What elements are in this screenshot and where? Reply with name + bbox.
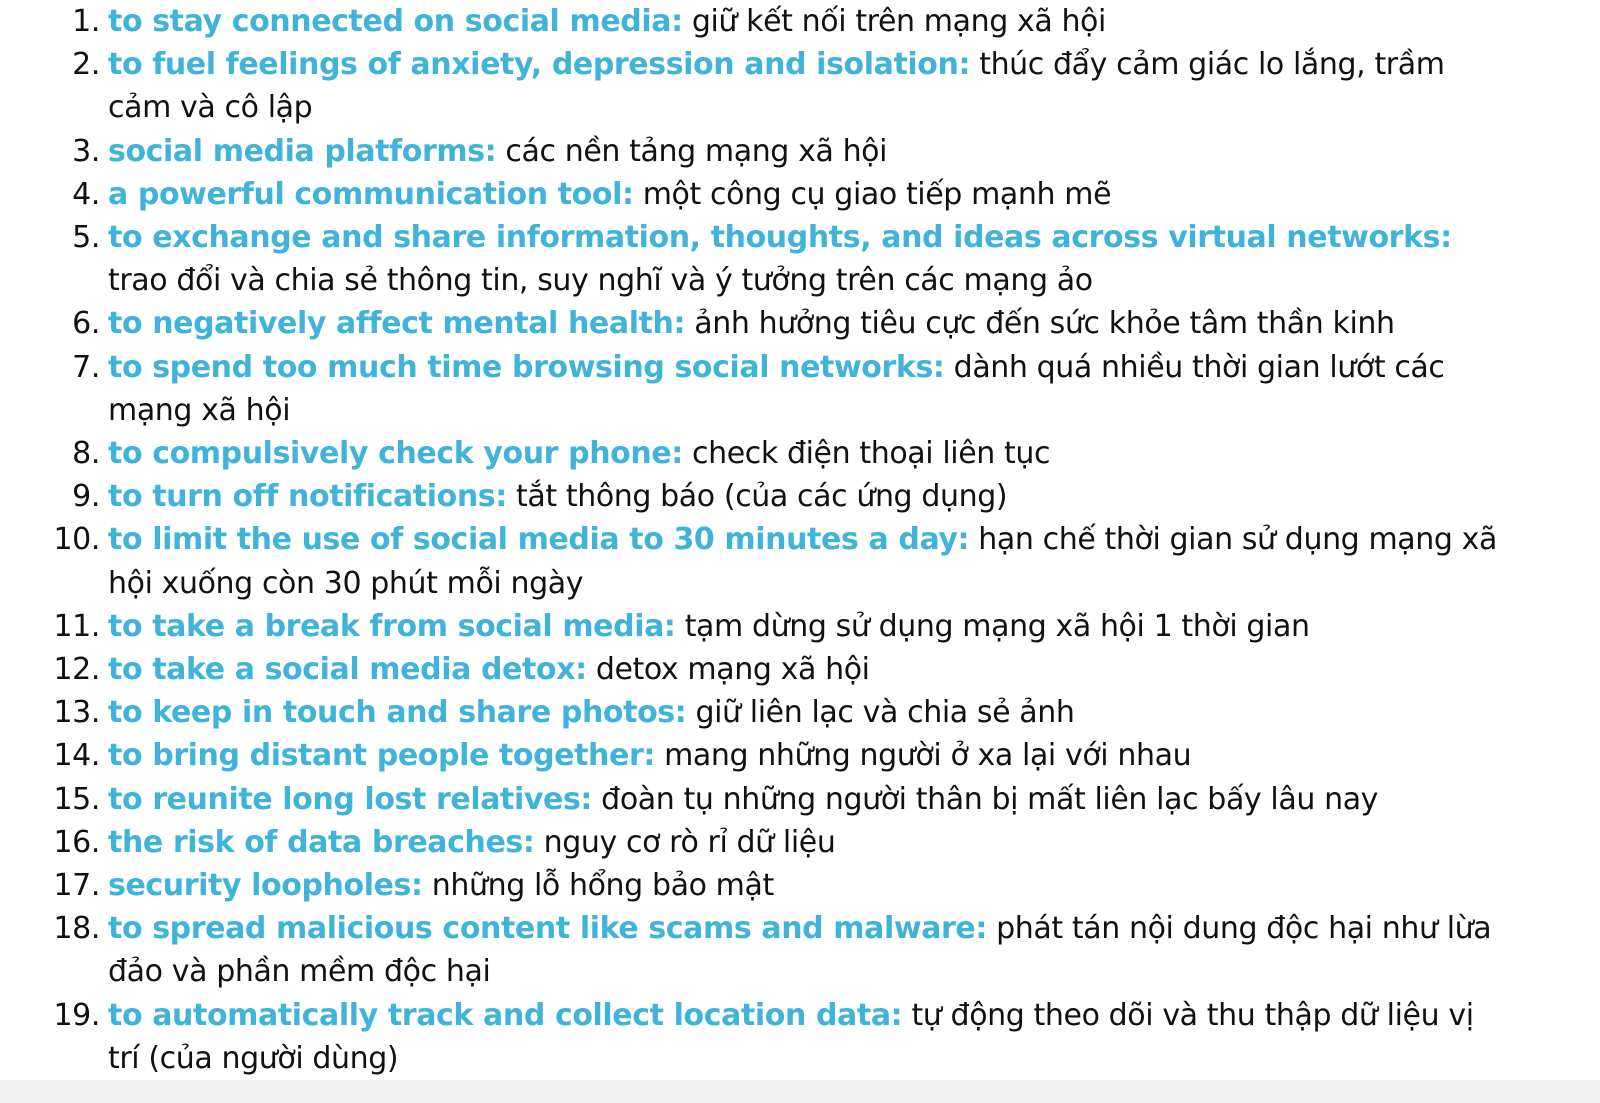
english-term: to spread malicious content like scams and malware:	[108, 911, 987, 947]
bottom-divider	[0, 1080, 1600, 1103]
english-term: to stay connected on social media:	[108, 4, 683, 39]
english-term: to keep in touch and share photos:	[108, 695, 687, 731]
english-term: to negatively affect mental health:	[108, 306, 686, 342]
list-item	[0, 605, 1503, 648]
vietnamese-meaning: một công cụ giao tiếp mạnh mẽ	[642, 176, 1112, 212]
list-item	[0, 302, 1503, 345]
english-term: to take a break from social media:	[108, 608, 676, 644]
item-number: 8.	[72, 436, 100, 472]
item-number: 14.	[53, 738, 100, 774]
vietnamese-meaning: phát tán nội dung độc hại như lừa đảo và phần mềm độc hại	[108, 911, 1492, 990]
item-number: 13.	[53, 695, 100, 731]
english-term: a powerful communication tool:	[108, 176, 634, 212]
item-number: 18.	[53, 911, 100, 947]
item-number: 4.	[72, 176, 100, 212]
list-item	[0, 173, 1503, 216]
vietnamese-meaning: nguy cơ rò rỉ dữ liệu	[543, 824, 836, 860]
item-number: 11.	[53, 608, 100, 644]
vietnamese-meaning: hạn chế thời gian sử dụng mạng xã hội xuống còn 30 phút mỗi ngày	[108, 522, 1497, 601]
vietnamese-meaning: các nền tảng mạng xã hội	[505, 133, 888, 169]
english-term: the risk of data breaches:	[108, 824, 535, 860]
list-item	[0, 0, 1503, 43]
vietnamese-meaning: đoàn tụ những người thân bị mất liên lạc bấy lâu nay	[601, 781, 1379, 817]
item-number: 3.	[72, 133, 100, 169]
english-term: to take a social media detox:	[108, 652, 587, 688]
english-term: to reunite long lost relatives:	[108, 781, 593, 817]
vietnamese-meaning: thúc đẩy cảm giác lo lắng, trầm cảm và cô lập	[108, 47, 1445, 126]
item-number: 19.	[53, 997, 100, 1033]
english-term: to spend too much time browsing social networks:	[108, 349, 945, 385]
list-item	[0, 907, 1503, 993]
list-item	[0, 43, 1503, 129]
item-number: 1.	[72, 4, 100, 39]
vietnamese-meaning: dành quá nhiều thời gian lướt các mạng xã hội	[108, 349, 1445, 428]
vietnamese-meaning: detox mạng xã hội	[595, 652, 870, 688]
list-item	[0, 994, 1503, 1080]
english-term: to bring distant people together:	[108, 738, 655, 774]
vietnamese-meaning: mang những người ở xa lại với nhau	[664, 738, 1192, 774]
english-term: to compulsively check your phone:	[108, 436, 683, 472]
list-item	[0, 518, 1503, 604]
english-term: to exchange and share information, thoughts, and ideas across virtual networks:	[108, 220, 1452, 256]
vietnamese-meaning: tạm dừng sử dụng mạng xã hội 1 thời gian	[684, 608, 1310, 644]
list-item	[0, 346, 1503, 432]
english-term: to fuel feelings of anxiety, depression and isolation:	[108, 47, 971, 83]
vietnamese-meaning: giữ kết nối trên mạng xã hội	[691, 4, 1106, 39]
list-item	[0, 432, 1503, 475]
vietnamese-meaning: tắt thông báo (của các ứng dụng)	[516, 479, 1008, 515]
vietnamese-meaning: giữ liên lạc và chia sẻ ảnh	[695, 695, 1075, 731]
list-item	[0, 734, 1503, 777]
list-item	[0, 864, 1503, 907]
english-term: to turn off notifications:	[108, 479, 507, 515]
list-item	[0, 130, 1503, 173]
list-item	[0, 778, 1503, 821]
item-number: 9.	[72, 479, 100, 515]
list-item	[0, 216, 1503, 302]
item-number: 6.	[72, 306, 100, 342]
vietnamese-meaning: ảnh hưởng tiêu cực đến sức khỏe tâm thần kinh	[694, 306, 1395, 342]
item-number: 2.	[72, 47, 100, 83]
vietnamese-meaning: những lỗ hổng bảo mật	[431, 868, 774, 904]
english-term: to limit the use of social media to 30 minutes a day:	[108, 522, 970, 558]
english-term: social media platforms:	[108, 133, 497, 169]
list-item	[0, 648, 1503, 691]
list-item	[0, 475, 1503, 518]
item-number: 17.	[53, 868, 100, 904]
vietnamese-meaning: trao đổi và chia sẻ thông tin, suy nghĩ và ý tưởng trên các mạng ảo	[108, 263, 1093, 299]
item-number: 10.	[53, 522, 100, 558]
list-item	[0, 691, 1503, 734]
item-number: 5.	[72, 220, 100, 256]
vietnamese-meaning: check điện thoại liên tục	[692, 436, 1051, 472]
vietnamese-meaning: tự động theo dõi và thu thập dữ liệu vị trí (của người dùng)	[108, 997, 1474, 1076]
english-term: security loopholes:	[108, 868, 423, 904]
item-number: 12.	[53, 652, 100, 688]
english-term: to automatically track and collect location data:	[108, 997, 903, 1033]
item-number: 16.	[53, 824, 100, 860]
item-number: 7.	[72, 349, 100, 385]
list-item	[0, 821, 1503, 864]
item-number: 15.	[53, 781, 100, 817]
